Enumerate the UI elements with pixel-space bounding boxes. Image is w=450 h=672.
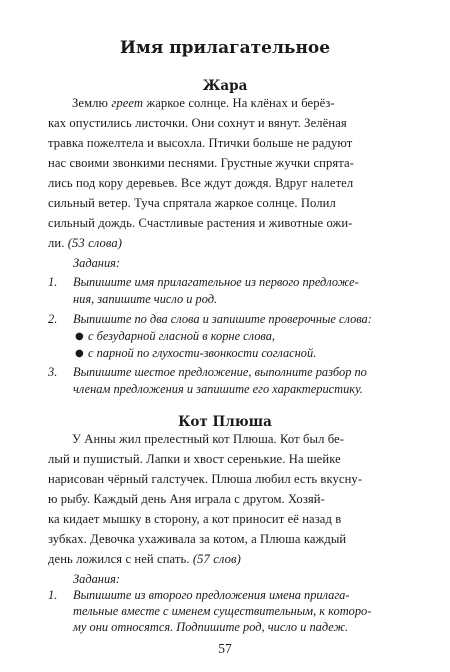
text2-heading: Кот Плюша: [178, 414, 272, 430]
word-count: (53 слова): [67, 236, 123, 250]
text1-line: ках опустились листочки. Они сохнут и вянут. Зелёная: [48, 116, 347, 130]
task-text: членам предложения и запишите его характеристику.: [73, 382, 363, 396]
text2-line: У Анны жил прелестный кот Плюша. Кот был бе-: [72, 432, 345, 446]
task-text: му они относятся. Подпишите род, число и падеж.: [73, 620, 349, 634]
task-number: 2.: [48, 312, 58, 326]
word-count: (57 слов): [192, 552, 241, 566]
text1-line: травка пожелтела и высохла. Птички больше не радуют: [48, 136, 353, 150]
text2-line: день ложился с ней спать. (57 слов): [48, 552, 241, 566]
task-bullet-text: с безударной гласной в корне слова,: [88, 329, 275, 343]
bullet-icon: ●: [75, 348, 84, 359]
task-number: 1.: [48, 275, 58, 289]
text2-line: лый и пушистый. Лапки и хвост серенькие. На шейке: [48, 452, 341, 466]
task-number: 3.: [48, 365, 58, 379]
task-number: 1.: [48, 588, 58, 602]
text1-line: лись под кору деревьев. Все ждут дождя. Вдруг налетел: [48, 176, 354, 190]
tasks-label: Задания:: [73, 256, 121, 270]
task-text: Выпишите шестое предложение, выполните разбор по: [73, 365, 367, 379]
task-bullet-text: с парной по глухости-звонкости согласной.: [88, 346, 317, 360]
task-text: Выпишите имя прилагательное из первого предложе-: [73, 275, 359, 289]
task-text: ния, запишите число и род.: [73, 292, 218, 306]
text2-line: зубках. Девочка ухаживала за котом, а Плюша каждый: [48, 532, 347, 546]
text1-line: ли. (53 слова): [48, 236, 123, 250]
task-text: тельные вместе с именем существительным, к которо-: [73, 604, 372, 618]
text1-line: нас своими звонкими песнями. Грустные жучки спрята-: [48, 156, 355, 170]
text2-line: ка кидает мышку в сторону, а кот приносит её назад в: [48, 512, 342, 526]
text2-line: нарисован чёрный галстучек. Плюша любил есть вкусну-: [48, 472, 363, 486]
bullet-icon: ●: [75, 331, 84, 342]
task-text: Выпишите из второго предложения имена прилага-: [73, 588, 350, 602]
text1-line: Землю греет жаркое солнце. На клёнах и берёз-: [72, 96, 335, 110]
task-text: Выпишите по два слова и запишите проверочные слова:: [73, 312, 372, 326]
text1-heading: Жара: [202, 78, 248, 94]
page-number: 57: [218, 641, 232, 656]
text1-line: сильный дождь. Счастливые растения и животные ожи-: [48, 216, 353, 230]
page-title: Имя прилагательное: [119, 38, 331, 58]
text1-line: сильный ветер. Туча спрятала жаркое солнце. Полил: [48, 196, 336, 210]
text2-line: ю рыбу. Каждый день Аня играла с другом. Хозяй-: [48, 492, 325, 506]
tasks-label: Задания:: [73, 572, 121, 586]
